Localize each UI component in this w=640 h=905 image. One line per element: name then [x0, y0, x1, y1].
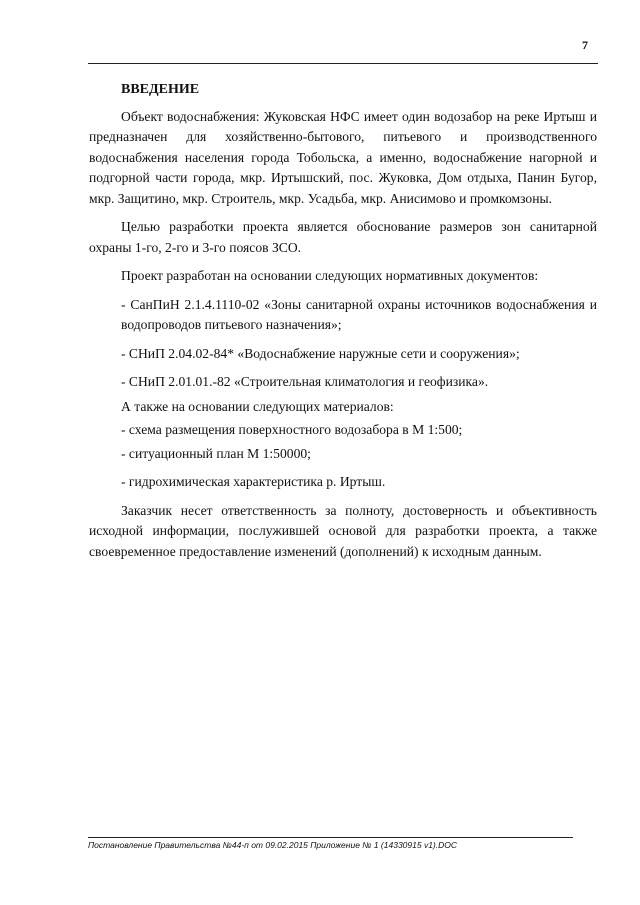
footer-document-reference: Постановление Правительства №44-п от 09.02.2015 Приложение № 1 (14330915 v1).DOC — [88, 840, 458, 850]
paragraph-water-supply-object: Объект водоснабжения: Жуковская НФС имеет один водозабор на реке Иртыш и предназначен для хозяйственно-бытового, питьевого и производственного водоснабжения населения города Тобольска, а именно, водоснабжение нагорной и подгорной части города, мкр. Иртышский, пос. Жуковка, Дом отдыха, Панин Бугор, мкр. Защитино, мкр. Строитель, мкр. Усадьба, мкр. Анисимово и промкомзоны. — [89, 108, 597, 206]
list-item-material: - ситуационный план М 1:50000; — [121, 445, 311, 461]
paragraph-normative-basis: Проект разработан на основании следующих нормативных документов: — [121, 268, 539, 283]
section-heading: ВВЕДЕНИЕ — [121, 82, 200, 97]
footer-divider — [88, 837, 573, 838]
list-item-normative-document: - СНиП 2.01.01.-82 «Строительная климатология и геофизика». — [121, 374, 489, 389]
page-number: 7 — [582, 38, 588, 52]
paragraph-project-goal: Целью разработки проекта является обоснование размеров зон санитарной охраны 1-го, 2-го и 3-го поясов ЗСО. — [89, 219, 597, 255]
paragraph-customer-responsibility: Заказчик несет ответственность за полноту, достоверность и объективность исходной информации, послужившей основой для разработки проекта, а также своевременное предоставление изменений (дополнений) к исходным данным. — [89, 502, 597, 559]
materials-intro: А также на основании следующих материалов: — [121, 398, 394, 414]
list-item-material: - гидрохимическая характеристика р. Иртыш. — [121, 474, 386, 489]
document-body — [89, 80, 597, 562]
list-item-normative-document: - СанПиН 2.1.4.1110-02 «Зоны санитарной охраны источников водоснабжения и водопроводов питьевого назначения»; — [121, 296, 597, 332]
list-item-material: - схема размещения поверхностного водозабора в М 1:500; — [121, 422, 463, 437]
list-item-normative-document: - СНиП 2.04.02-84* «Водоснабжение наружные сети и сооружения»; — [121, 345, 520, 361]
header-divider — [88, 63, 598, 64]
